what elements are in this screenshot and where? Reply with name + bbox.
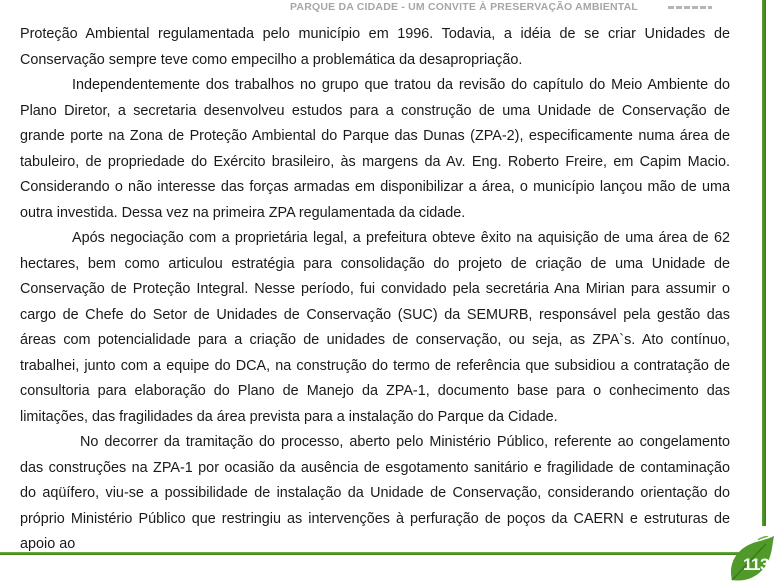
running-header-title: PARQUE DA CIDADE - UM CONVITE À PRESERVAÇÃO AMBIENTAL xyxy=(290,1,638,13)
paragraph: No decorrer da tramitação do processo, aberto pelo Ministério Público, referente ao congelamento das construções na ZPA-1 por ocasião da ausência de esgotamento sanitário e fragilidade de contaminação do aqüífero, viu-se a possibilidade de instalação da Unidade de Conservação, considerando orientação do próprio Ministério Público que restringiu as intervenções à perfuração de poços da CAERN e estruturas de apoio ao xyxy=(20,434,730,552)
paragraph: Proteção Ambiental regulamentada pelo município em 1996. Todavia, a idéia de se criar Unidades de Conservação sempre teve como empecilho a problemática da desapropriação. xyxy=(20,26,730,68)
header-dash-ornament xyxy=(668,6,712,9)
page-number: 113 xyxy=(743,555,769,574)
page-header xyxy=(0,0,780,18)
right-margin-rule xyxy=(762,0,766,526)
body-text xyxy=(20,22,730,558)
paragraph: Após negociação com a proprietária legal, a prefeitura obteve êxito na aquisição de uma área de 62 hectares, bem como articulou estratégia para consolidação do projeto de criação de uma Unidade de Conservação de Proteção Integral. Nesse período, fui convidado pela secretária Ana Mirian para assumir o cargo de Chefe do Setor de Unidades de Conservação (SUC) da SEMURB, responsável pela gestão das áreas com potencialidade para a criação de unidades de conservação, ou seja, as ZPA`s. Ato contínuo, trabalhei, junto com a equipe do DCA, na construção do termo de referência que subsidiou a contratação de consultoria para elaboração do Plano de Manejo da ZPA-1, documento base para o conhecimento das limitações, das fragilidades da área prevista para a instalação do Parque da Cidade. xyxy=(20,230,730,425)
paragraph: Independentemente dos trabalhos no grupo que tratou da revisão do capítulo do Meio Ambiente do Plano Diretor, a secretaria desenvolveu estudos para a construção de uma Unidade de Conservação de grande porte na Zona de Proteção Ambiental do Parque das Dunas (ZPA-2), especificamente numa área de tabuleiro, de propriedade do Exército brasileiro, às margens da Av. Eng. Roberto Freire, em Capim Macio. Considerando o não interesse das forças armadas em disponibilizar a área, o município lançou mão de uma outra investida. Dessa vez na primeira ZPA regulamentada da cidade. xyxy=(20,77,730,221)
